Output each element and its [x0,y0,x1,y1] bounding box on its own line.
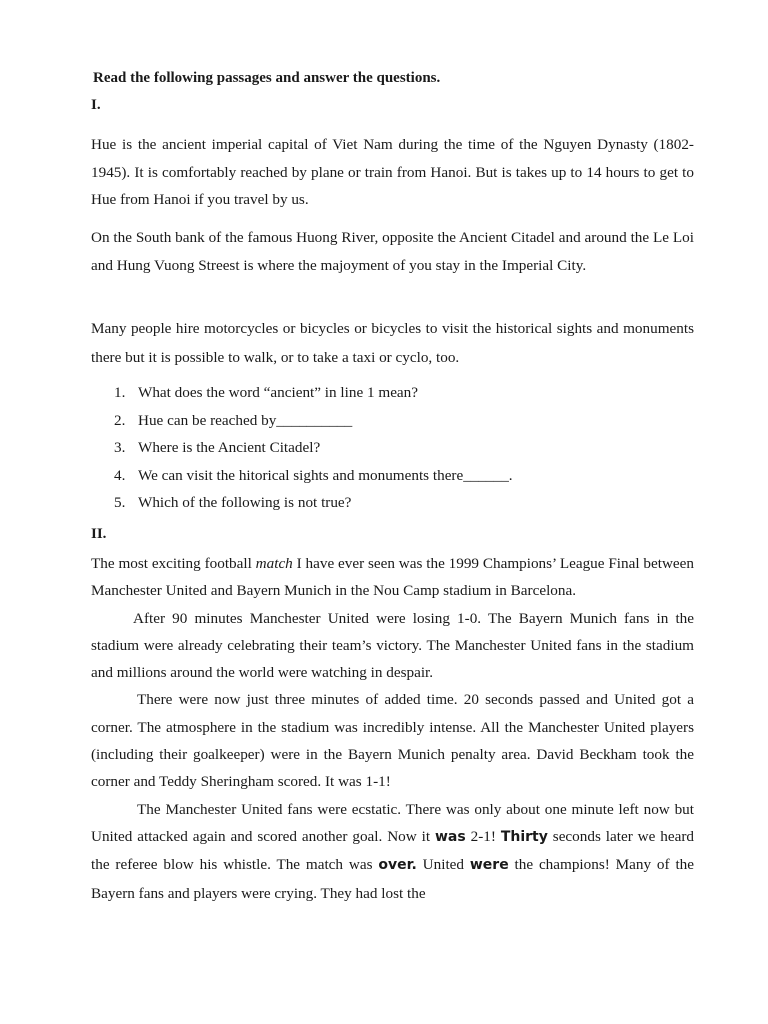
passage-1-paragraph-1: Hue is the ancient imperial capital of Viet Nam during the time of the Nguyen Dynasty (1802-1945). It is comfortably reached by plane or train from Hanoi. But is takes up to 14 hours to get to Hue from Hanoi if you travel by us. [91,136,694,208]
bold-word: were [469,857,509,874]
question-list [114,379,513,517]
text-run: The most exciting football [91,555,256,572]
passage-2-paragraph-3: There were now just three minutes of added time. 20 seconds passed and United got a corner. The atmosphere in the stadium was incredibly intense. All the Manchester United players (including their goalkeeper) were in the Bayern Munich penalty area. David Beckham took the corner and Teddy Sheringham scored. It was 1-1! [91,691,694,791]
passage-2 [91,550,694,907]
question-number: 2. [114,411,126,429]
question-number: 1. [114,384,126,401]
question-text: Hue can be reached by__________ [138,411,353,429]
section-heading-2: II. [91,526,107,542]
question-number: 5. [114,494,126,511]
section-heading-1: I. [91,97,101,113]
text-run: The Manchester United fans were ecstatic. There was only about one minute left now but United attacked again and scored another goal. Now it [91,800,694,845]
bold-word: Thirty [500,828,548,845]
passage-1-paragraph-2: On the South bank of the famous Huong River, opposite the Ancient Citadel and around the Le Loi and Hung Vuong Streest is where the majoyment of you stay in the Imperial City. [91,229,694,274]
text-run: 2-1! [465,827,501,845]
passage-1-paragraph-3: Many people hire motorcycles or bicycles or bicycles to visit the historical sights and monuments there but it is possible to walk, or to take a taxi or cyclo, too. [91,320,694,366]
question-text: What does the word “ancient” in line 1 mean? [138,384,419,401]
question-item [114,462,513,490]
passage-2-paragraph-4 [91,796,694,907]
question-text: Where is the Ancient Citadel? [138,439,321,456]
text-run: seconds later we heard the referee blow his whistle. The match was [91,827,694,874]
text-run: the champions! Many of the Bayern fans and players were crying. They had lost the [91,856,694,902]
question-text: We can visit the hitorical sights and monuments there______. [138,466,513,484]
text-run: United [416,856,470,874]
question-number: 4. [114,466,126,484]
question-number: 3. [114,439,126,456]
bold-word: was [434,828,466,845]
question-item [114,379,513,407]
instruction-title: Read the following passages and answer the questions. [93,70,441,86]
question-item [114,434,513,462]
question-item [114,407,513,435]
passage-2-paragraph-2: After 90 minutes Manchester United were losing 1-0. The Bayern Munich fans in the stadium were already celebrating their team’s victory. The Manchester United fans in the stadium and millions around the world were watching in despair. [91,609,694,682]
bold-word: over. [378,857,417,874]
text-run: I have ever seen was the 1999 Champions’ League Final between Manchester United and Bayern Munich in the Nou Camp stadium in Barcelona. [91,555,694,600]
question-item [114,489,513,517]
passage-2-paragraph-1 [91,550,694,605]
italic-word: match [255,555,293,572]
question-text: Which of the following is not true? [138,494,352,511]
